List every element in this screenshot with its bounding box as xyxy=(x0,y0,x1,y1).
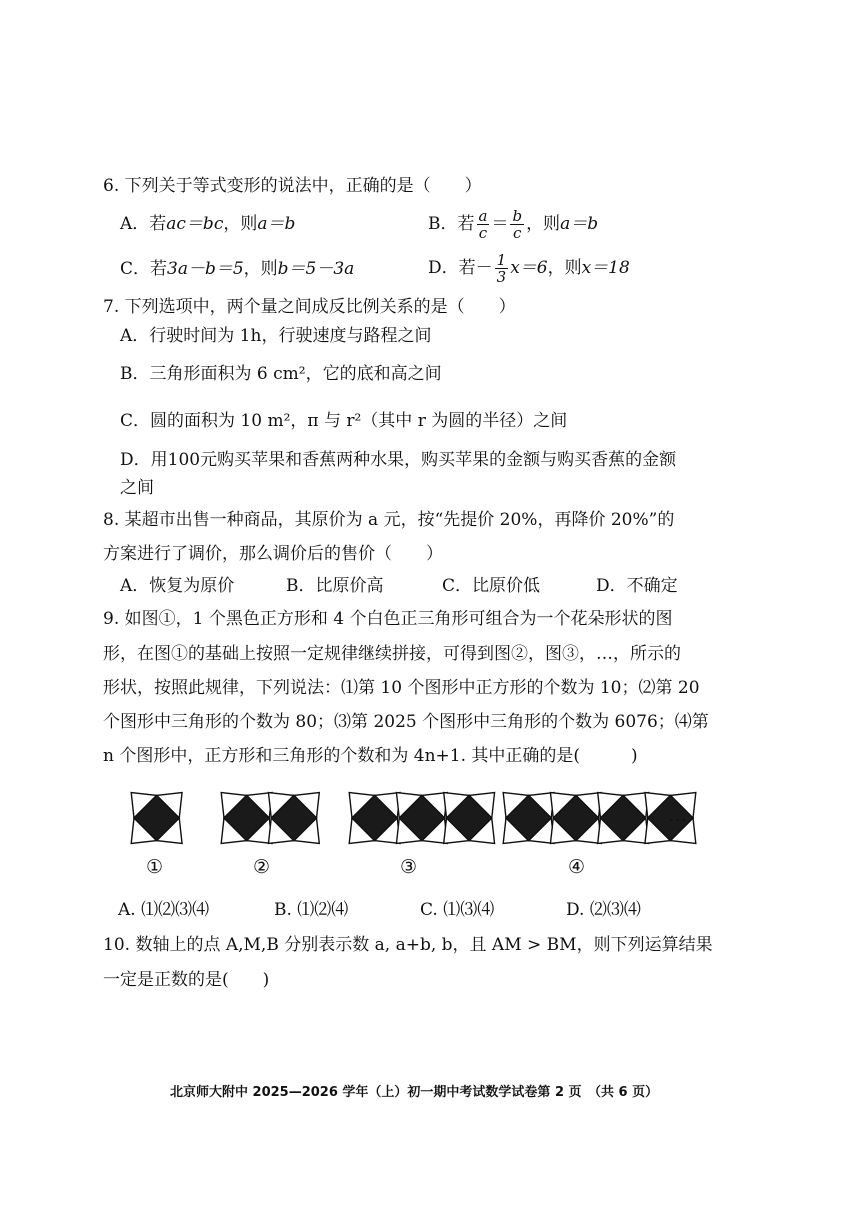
q7-stem: 7. 下列选项中，两个量之间成反比例关系的是（ ） xyxy=(103,297,516,317)
q6-c-condition: 3a－b＝5 xyxy=(167,259,244,279)
figure-ellipsis: … xyxy=(668,804,687,826)
pattern-figures-svg xyxy=(0,780,868,890)
q10-stem-line-1: 10. 数轴上的点 A,M,B 分别表示数 a, a+b, b，且 AM > BM，则下列运算结果 xyxy=(103,935,713,955)
q9-option-a[interactable]: A. ⑴⑵⑶⑷ xyxy=(118,900,210,920)
q6-b-frac2-den: c xyxy=(513,224,522,242)
q6-d-condition: x＝6 xyxy=(510,258,548,278)
q6-option-c[interactable] xyxy=(120,258,354,280)
q7-option-d[interactable]: D．用100元购买苹果和香蕉两种水果，购买苹果的金额与购买香蕉的金额 xyxy=(120,450,677,470)
q9-option-d[interactable]: D. ⑵⑶⑷ xyxy=(566,900,641,920)
q8-option-a[interactable]: A．恢复为原价 xyxy=(120,576,235,596)
q6-d-frac-den: 3 xyxy=(496,268,507,286)
q9-option-b[interactable]: B. ⑴⑵⑷ xyxy=(274,900,349,920)
q8-stem-line-1: 8. 某超市出售一种商品，其原价为 a 元，按“先提价 20%，再降价 20%”的 xyxy=(103,510,675,530)
q9-stem-line-3: 形状，按照此规律，下列说法：⑴第 10 个图形中正方形的个数为 10；⑵第 20 xyxy=(103,678,700,698)
q6-b-frac1-num: a xyxy=(478,207,488,225)
q6-d-result: x＝18 xyxy=(581,258,630,278)
q7-option-c[interactable]: C．圆的面积为 10 m²，π 与 r²（其中 r 为圆的半径）之间 xyxy=(120,411,568,431)
q6-option-d[interactable] xyxy=(428,249,630,287)
q6-stem: 6. 下列关于等式变形的说法中，正确的是（ ） xyxy=(103,176,482,196)
q6-a-condition: ac＝bc xyxy=(166,214,224,234)
q6-c-then: ，则 xyxy=(243,259,278,279)
q6-a-result: a＝b xyxy=(257,214,296,234)
figure-1-label: ① xyxy=(146,856,164,878)
q6-b-frac1-den: c xyxy=(478,224,488,242)
q6-b-frac2-num: b xyxy=(512,207,523,225)
q6-a-then: ，则 xyxy=(223,214,258,234)
q9-pattern-figures xyxy=(0,780,868,890)
q8-option-b[interactable]: B．比原价高 xyxy=(286,576,384,596)
q6-b-equals: ＝ xyxy=(491,214,509,234)
q6-option-a[interactable] xyxy=(120,213,295,235)
q6-b-fraction-b-over-c xyxy=(510,208,524,241)
q8-stem-line-2: 方案进行了调价，那么调价后的售价（ ） xyxy=(103,544,443,564)
q9-option-c[interactable]: C. ⑴⑶⑷ xyxy=(420,900,495,920)
q10-stem-line-2: 一定是正数的是( ) xyxy=(103,970,270,990)
q9-stem-line-5: n 个图形中，正方形和三角形的个数和为 4n+1. 其中正确的是( ) xyxy=(103,746,638,766)
q6-option-b[interactable] xyxy=(428,205,598,243)
q7-option-a[interactable]: A．行驶时间为 1h，行驶速度与路程之间 xyxy=(120,326,432,346)
q6-d-then: ，则 xyxy=(547,258,582,278)
q6-b-prefix: B．若 xyxy=(428,214,475,234)
q8-option-d[interactable]: D．不确定 xyxy=(596,576,678,596)
q6-c-result: b＝5－3a xyxy=(277,259,355,279)
q7-option-d-continued: 之间 xyxy=(120,478,154,498)
q6-d-prefix: D．若－ xyxy=(428,258,493,278)
page-footer: 北京师大附中 2025—2026 学年（上）初一期中考试数学试卷第 2 页 （共 6 页） xyxy=(170,1085,659,1100)
figure-3-label: ③ xyxy=(400,856,418,878)
figure-2-label: ② xyxy=(253,856,271,878)
q6-d-fraction-one-third xyxy=(495,252,509,285)
q8-option-c[interactable]: C．比原价低 xyxy=(442,576,541,596)
q6-b-then: ，则 xyxy=(526,214,561,234)
q6-d-frac-num: 1 xyxy=(496,251,507,269)
q7-option-b[interactable]: B．三角形面积为 6 cm²，它的底和高之间 xyxy=(120,364,442,384)
q6-b-result: a＝b xyxy=(560,214,599,234)
q9-stem-line-2: 形，在图①的基础上按照一定规律继续拼接，可得到图②，图③，…，所示的 xyxy=(103,644,681,664)
q6-b-fraction-a-over-c xyxy=(477,208,490,241)
q9-stem-line-4: 个图形中三角形的个数为 80；⑶第 2025 个图形中三角形的个数为 6076；⑷第 xyxy=(103,712,709,732)
q9-stem-line-1: 9. 如图①，1 个黑色正方形和 4 个白色正三角形可组合为一个花朵形状的图 xyxy=(103,609,673,629)
q6-a-prefix: A．若 xyxy=(120,214,167,234)
q6-c-prefix: C．若 xyxy=(120,259,168,279)
figure-4-label: ④ xyxy=(568,856,586,878)
